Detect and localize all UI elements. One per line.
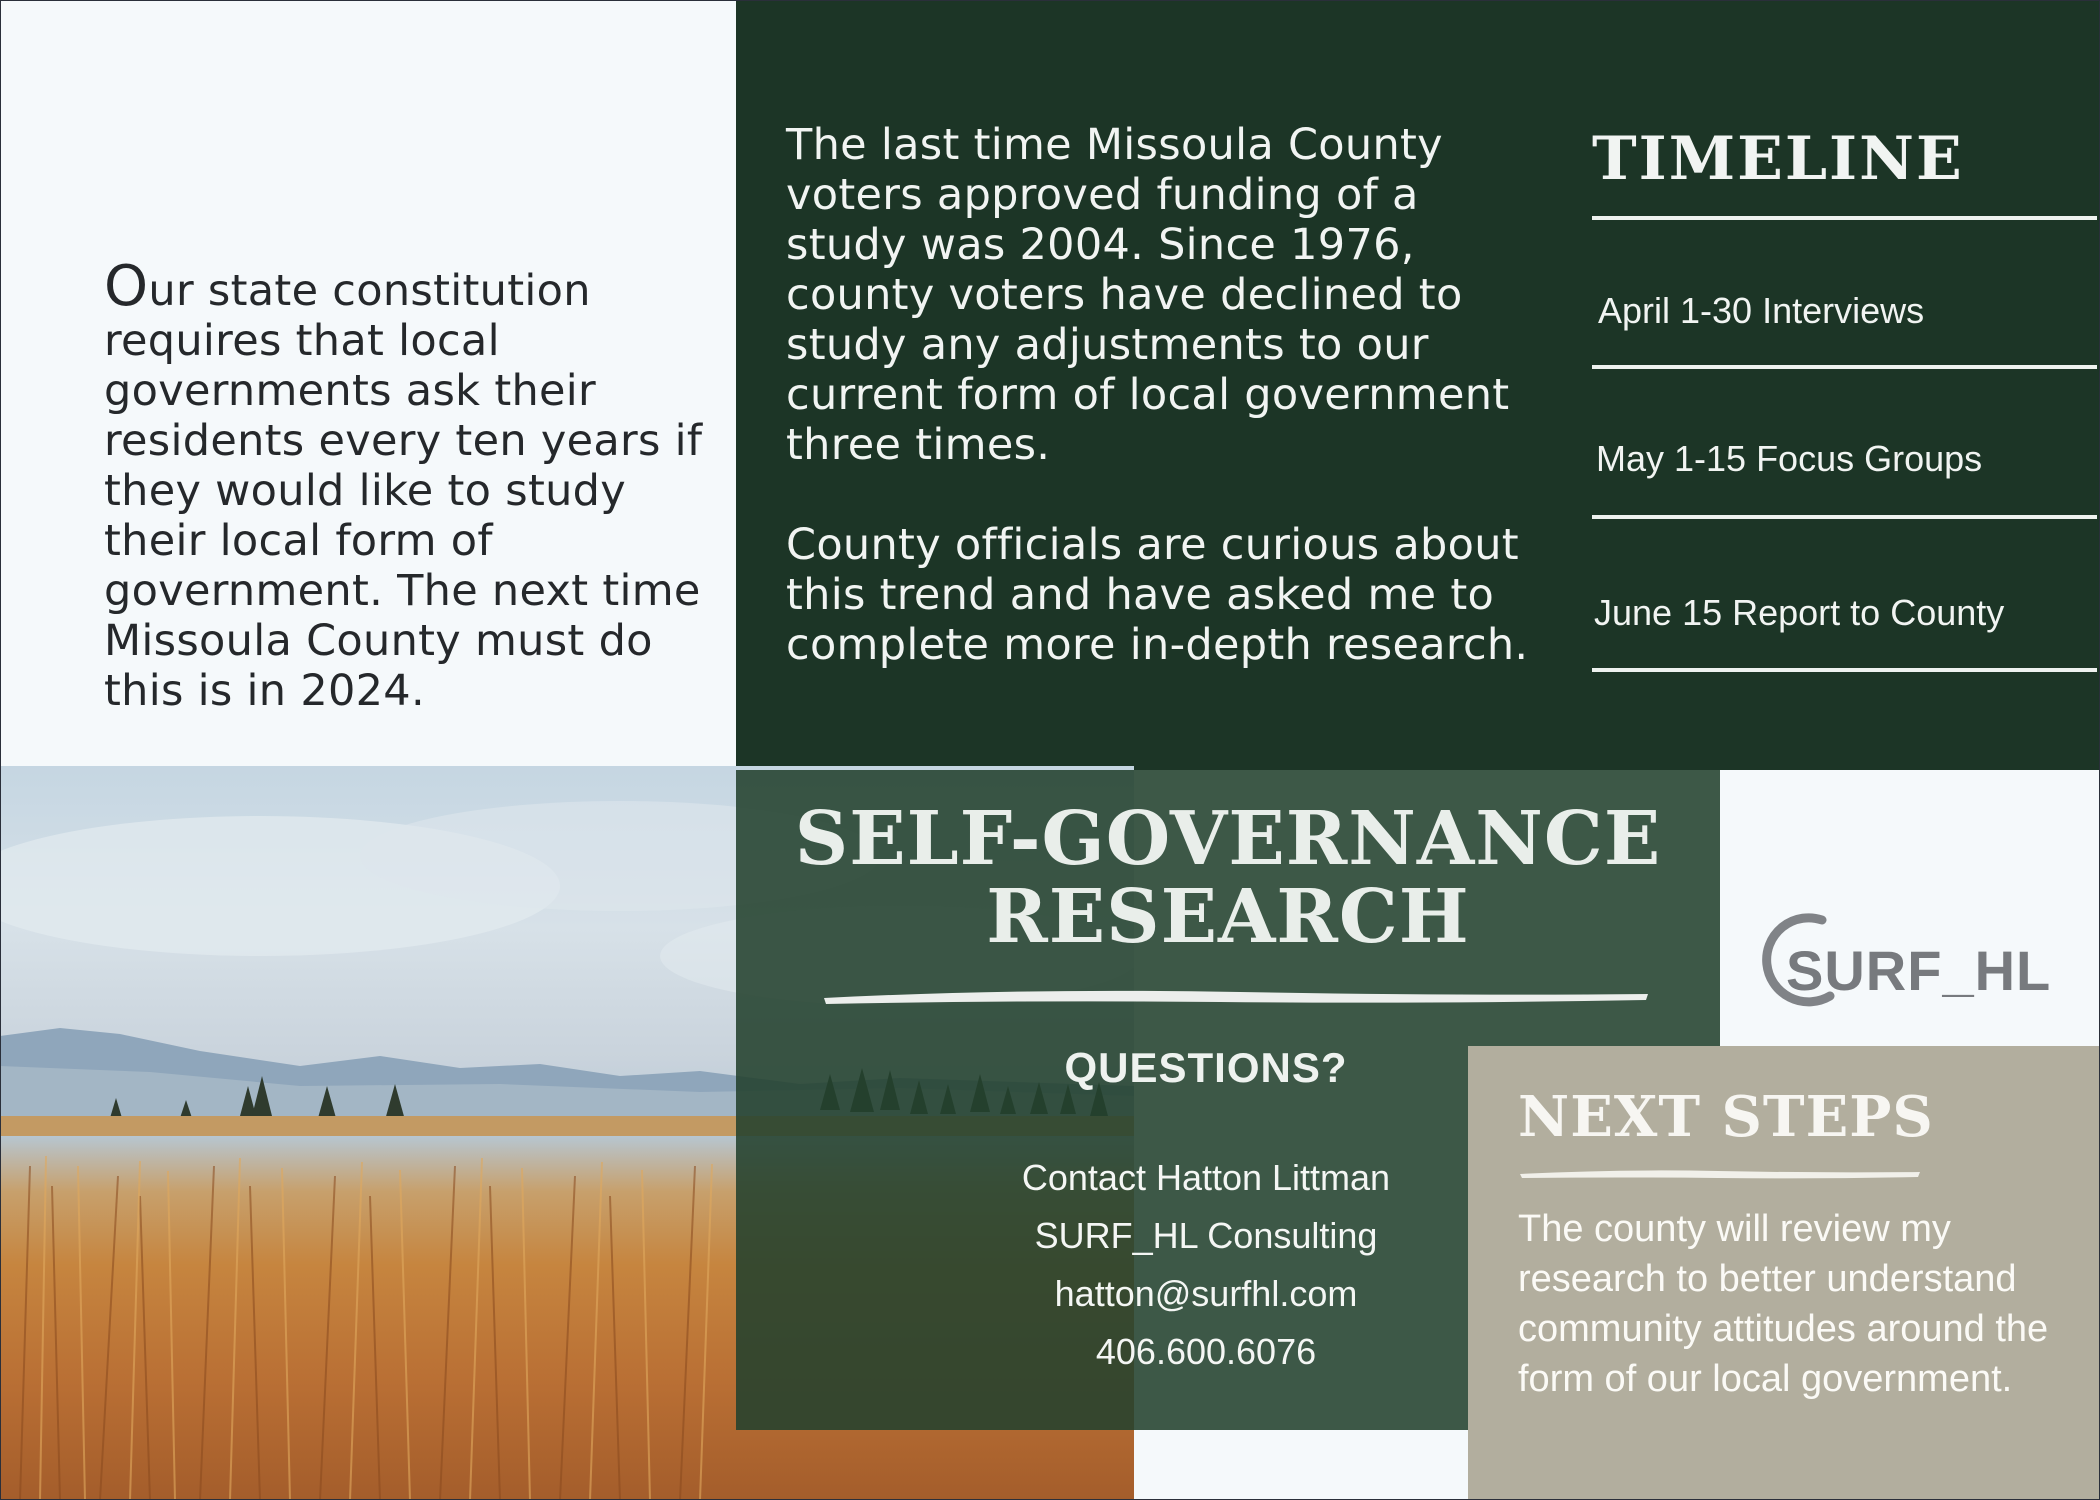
timeline-divider bbox=[1592, 515, 2097, 519]
timeline-item: May 1-15 Focus Groups bbox=[1596, 438, 1983, 479]
contact-name: Contact Hatton Littman bbox=[1021, 1157, 1391, 1198]
page-title bbox=[736, 796, 1720, 960]
history-paragraph-2: County officials are curious about this trend and have asked me to complete more in-depth research. bbox=[786, 520, 1529, 670]
questions-heading: QUESTIONS? bbox=[1064, 1044, 1348, 1091]
title-line-2: RESEARCH bbox=[986, 874, 1470, 960]
timeline-divider bbox=[1592, 365, 2097, 369]
timeline-title: TIMELINE bbox=[1592, 124, 1964, 194]
brush-stroke-divider bbox=[1518, 1166, 1922, 1182]
timeline-item: June 15 Report to County bbox=[1594, 592, 2005, 633]
intro-body: ur state constitution requires that local governments ask their residents every ten years if they would like to study their local form of government. The next time Missoula County must do this is in 2024. bbox=[104, 266, 703, 716]
brush-stroke-divider bbox=[820, 982, 1652, 1010]
next-steps-text: The county will review my research to better understand community attitudes around the form of our local government. bbox=[1518, 1208, 2049, 1400]
contact-phone[interactable]: 406.600.6076 bbox=[1095, 1331, 1317, 1372]
timeline-divider bbox=[1592, 668, 2097, 672]
drop-cap: O bbox=[104, 254, 149, 319]
history-text bbox=[786, 120, 1546, 670]
contact-company: SURF_HL Consulting bbox=[1034, 1215, 1378, 1256]
intro-paragraph bbox=[104, 254, 724, 716]
timeline-item: April 1-30 Interviews bbox=[1598, 290, 1925, 331]
contact-email[interactable]: hatton@surfhl.com bbox=[1054, 1273, 1358, 1314]
history-paragraph-1: The last time Missoula County voters approved funding of a study was 2004. Since 1976, county voters have declined to study any adjustments to our current form of local government three times. bbox=[786, 120, 1510, 470]
timeline-divider bbox=[1592, 216, 2097, 220]
logo-wordmark: SURF_HL bbox=[1786, 939, 2052, 1002]
next-steps-title: NEXT STEPS bbox=[1518, 1084, 1934, 1150]
title-line-1: SELF-GOVERNANCE bbox=[794, 796, 1662, 882]
